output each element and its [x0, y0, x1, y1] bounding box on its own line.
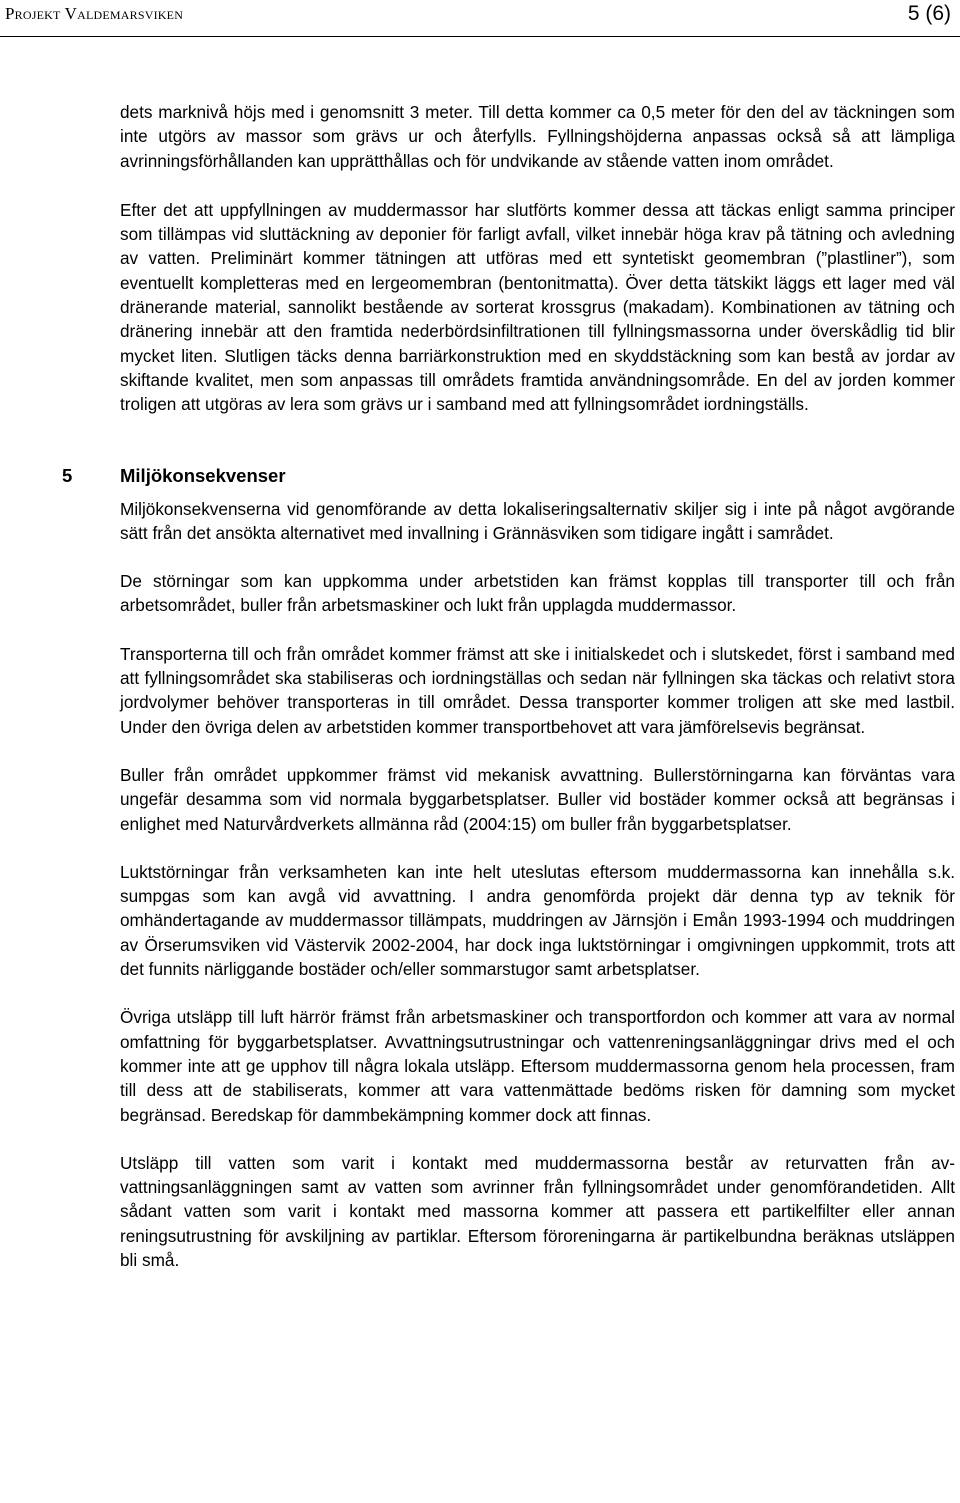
paragraph: dets marknivå höjs med i genomsnitt 3 meter. Till detta kommer ca 0,5 meter för den del av täckningen som inte utgörs av massor som grävs ur och återfylls. Fyllningshöjderna anpassas också så att lämpliga avrinningsförhållanden kan upprätthållas och för undvikande av stående vatten inom området. — [120, 102, 955, 171]
document-body — [62, 100, 955, 1296]
page-header — [0, 0, 960, 36]
paragraph: Luktstörningar från verksamheten kan inte helt uteslutas eftersom muddermassorna kan innehålla s.k. sumpgas som kan avgå vid avvattning. I andra genomförda projekt där denna typ av teknik för omhändertagande av muddermassor tillämpats, muddringen av Järnsjön i Emån 1993-1994 och muddringen av Örserumsviken vid Västervik 2002-2004, har dock inga luktstörningar i omgivningen uppkommit, trots att det funnits närliggande bostäder och/eller sommarstugor samt arbetsplatser. — [120, 861, 955, 980]
document-title: Projekt Valdemarsviken — [5, 4, 184, 23]
section-miljokonsekvenser — [62, 464, 955, 1273]
paragraph: Övriga utsläpp till luft härrör främst från arbetsmaskiner och transportfordon och kommer att vara av normal omfattning för byggarbetsplatser. Avvattningsutrustningar och vattenreningsanläggningar drivs med el och kommer inte att ge upphov till några lokala utsläpp. Eftersom muddermassorna genom hela processen, fram till dess att de stabiliserats, kommer att vara vattenmättade bedöms risken för damning som mycket begränsad. Beredskap för dammbekämpning kommer dock att finnas. — [120, 1007, 955, 1125]
header-divider — [0, 36, 960, 37]
paragraph: Miljökonsekvenserna vid genomförande av detta lokaliseringsalternativ skiljer sig i inte på något avgörande sätt från det ansökta alternativet med invallning i Grännäsviken som tidigare ingått i samrådet. — [120, 498, 955, 543]
page-number: 5 (6) — [907, 2, 951, 25]
paragraph: Transporterna till och från området kommer främst att ske i initialskedet och i slutskedet, först i samband med att fyllningsområdet ska stabiliseras och iordningställas och sedan när fyllningen ska täckas och relativt stora jordvolymer behöver transporteras in till området. Dessa transporter kommer troligen att ske med lastbil. Under den övriga delen av arbetstiden kommer transportbehovet att vara jämförelsevis begränsat. — [120, 643, 955, 737]
paragraph: Efter det att uppfyllningen av muddermassor har slutförts kommer dessa att täckas enligt samma principer som tillämpas vid sluttäckning av deponier för farligt avfall, vilket innebär höga krav på tätning och avledning av vatten. Preliminärt kommer tätningen att utföras med ett syntetiskt geomembran (”plastliner”), som eventuellt kompletteras med en lergeomembran (bentonitmatta). Över detta tätskikt läggs ett lager med väl dränerande material, sannolikt bestående av sorterat krossgrus (makadam). Kombinationen av tätning och dränering innebär att den framtida nederbördsinfiltrationen till fyllningsmassorna under överskådlig tid blir mycket liten. Slutligen täcks denna barriärkonstruktion med en skyddstäckning som kan bestå av jordar av skiftande kvalitet, men som anpassas till områdets framtida användningsområde. En del av jorden kommer troligen att utgöras av lera som grävs ur i samband med att fyllningsområdet iordningställs. — [120, 199, 955, 415]
section-title: Miljökonsekvenser — [120, 464, 286, 486]
paragraph: Utsläpp till vatten som varit i kontakt med muddermassorna består av returvatten från avvattningsanläggningen samt av vatten som avrinner från fyllningsområdet under genomförandetiden. Allt sådant vatten som varit i kontakt med massorna kommer att passera ett partikelfilter eller annan reningsutrustning för avskiljning av partiklar. Eftersom föroreningarna är partikelbundna beräknas utsläppen bli små. — [120, 1152, 955, 1270]
paragraph: Buller från området uppkommer främst vid mekanisk avvattning. Bullerstörningarna kan förväntas vara ungefär desamma som vid normala byggarbetsplatser. Buller vid bostäder kommer också att begränsas i enlighet med Naturvårdverkets allmänna råd (2004:15) om buller från byggarbetsplatser. — [120, 764, 955, 834]
paragraph: De störningar som kan uppkomma under arbetstiden kan främst kopplas till transporter till och från arbetsområdet, buller från arbetsmaskiner och lukt från upplagda muddermassor. — [120, 571, 955, 616]
section-number: 5 — [62, 464, 73, 486]
section-heading — [62, 464, 955, 493]
